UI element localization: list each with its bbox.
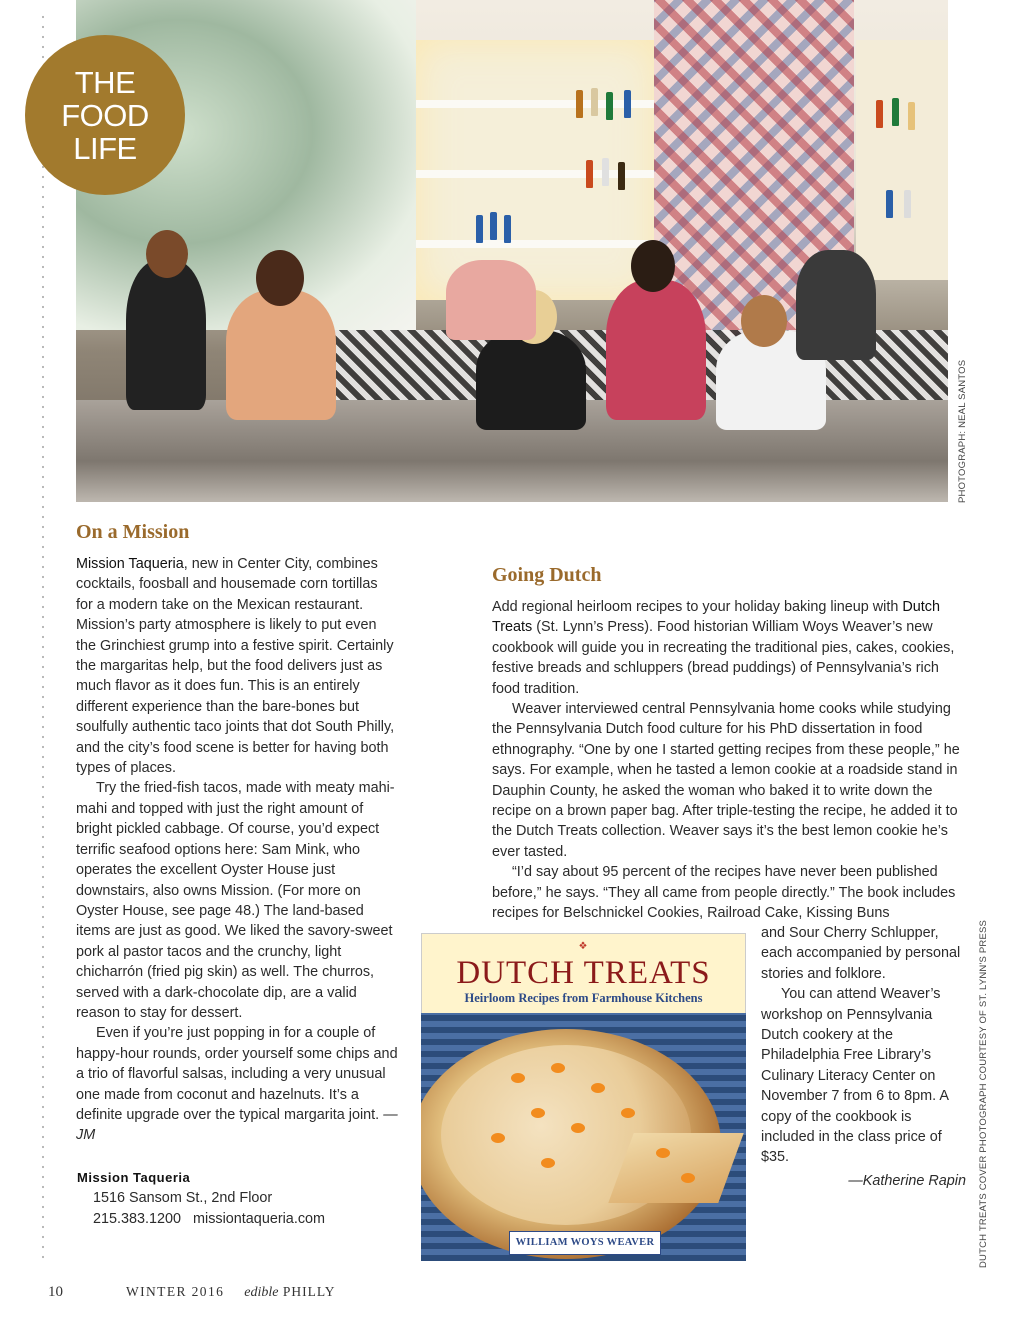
cover-author: WILLIAM WOYS WEAVER bbox=[509, 1231, 661, 1255]
cover-subtitle: Heirloom Recipes from Farmhouse Kitchens bbox=[464, 991, 703, 1005]
address-block bbox=[77, 1168, 325, 1229]
article1-signature: —JM bbox=[76, 1106, 398, 1144]
address-street: 1516 Sansom St., 2nd Floor bbox=[93, 1190, 273, 1207]
book-name: Dutch Treats bbox=[492, 599, 940, 636]
article2-para4: You can attend Weaver’s workshop on Pennsylvania Dutch cookery at the Philadelphia Free Library’s Culinary Literacy Center on November 7 from 6 to 8pm. A copy of the cookbook is included in the class price of $35. bbox=[761, 986, 949, 1166]
footer-season: WINTER 2016 bbox=[126, 1284, 225, 1299]
article2-para3b: and Sour Cherry Schlupper, each accompanied by personal stories and folklore. bbox=[761, 925, 961, 982]
address-phone: 215.383.1200 bbox=[93, 1210, 182, 1227]
cover-credit: DUTCH TREATS COVER PHOTOGRAPH COURTESY OF ST. LYNN'S PRESS bbox=[978, 919, 989, 1268]
article1-para2: Try the fried-fish tacos, made with meaty mahi-mahi and topped with just the right amount of bright pickled cabbage. Of course, you’d expect terrific seafood options here: Sam Mink, who operates the excellent Oyster House just downstairs, also owns Mission. (For more on Oyster House, see page 48.) The land-based items are just as good. We liked the savory-sweet pork al pastor tacos and the crunchy, light chicharrón (fried pig skin) as well. The churros, served with a dark-chocolate dip, are a valid reason to stay for dessert. bbox=[76, 780, 395, 1021]
article2-para1a: Add regional heirloom recipes to your holiday baking lineup with bbox=[492, 599, 903, 615]
badge-line-3: LIFE bbox=[73, 131, 137, 166]
article2-para1b: (St. Lynn’s Press). Food historian William Woys Weaver’s new cookbook will guide you in recreating the traditional pies, cakes, cookies, festive breads and schluppers (bread puddings) of Pennsylvania’s rich food tradition. bbox=[492, 619, 955, 697]
article2-heading: Going Dutch bbox=[492, 564, 602, 586]
article2-signature: —Katherine Rapin bbox=[848, 1172, 966, 1189]
article2-para2: Weaver interviewed central Pennsylvania home cooks while studying the Pennsylvania Dutch food culture for his PhD dissertation in food ethnography. “One by one I started getting recipes from these people,” he says. For example, when he tasted a lemon cookie at a roadside stand in Dauphin County, he asked the woman who baked it to write down the recipe on a brown paper bag. After triple-testing the recipe, he added it to the Dutch Treats collection. Weaver says it’s the best lemon cookie he’s ever tasted. bbox=[492, 701, 960, 860]
article1-para3: Even if you’re just popping in for a couple of happy-hour rounds, order yourself some chips and a trio of flavorful salsas, including a very unusual one made from coconut and hazelnuts. It’s a definite upgrade over the typical margarita joint. bbox=[76, 1025, 398, 1123]
page-number: 10 bbox=[48, 1284, 63, 1300]
article2-body bbox=[492, 597, 966, 924]
footer-mag-italic: edible bbox=[244, 1285, 279, 1300]
badge-line-2: FOOD bbox=[61, 98, 149, 133]
page-footer bbox=[48, 1284, 336, 1301]
footer-mag-name: PHILLY bbox=[282, 1284, 336, 1299]
article1-body bbox=[76, 554, 398, 1146]
cover-title: DUTCH TREATS bbox=[456, 955, 711, 991]
article2-para3a: “I’d say about 95 percent of the recipes have never been published before,” he says. “They all came from people directly.” The book includes recipes for Belschnickel Cookies, Railroad Cake, Kissing Buns bbox=[492, 864, 956, 922]
address-web: missiontaqueria.com bbox=[193, 1210, 325, 1227]
cover-ornament: ❖ bbox=[578, 941, 589, 952]
photo-credit: PHOTOGRAPH: NEAL SANTOS bbox=[957, 359, 968, 503]
restaurant-name: Mission Taqueria bbox=[76, 556, 184, 572]
section-badge bbox=[25, 35, 185, 195]
address-name: Mission Taqueria bbox=[77, 1170, 191, 1185]
article1-para1: , new in Center City, combines cocktails, foosball and housemade corn tortillas for a modern take on the Mexican restaurant. Mission’s party atmosphere is likely to put even the Grinchiest grump into a festive spirit. Certainly the margaritas help, but the food delivers just as much flavor as it does fun. This is an entirely different experience than the bare-bones but soulfully authentic taco joints that dot South Philly, and the city’s food scene is better for having both types of places. bbox=[76, 556, 395, 777]
article2-body-narrow bbox=[761, 923, 966, 1191]
restaurant-photo bbox=[76, 0, 948, 502]
dotted-margin-rule bbox=[42, 12, 44, 1262]
badge-line-1: THE bbox=[74, 65, 136, 100]
book-cover bbox=[421, 933, 746, 1261]
article1-heading: On a Mission bbox=[76, 521, 190, 543]
footer-magazine bbox=[244, 1284, 335, 1299]
